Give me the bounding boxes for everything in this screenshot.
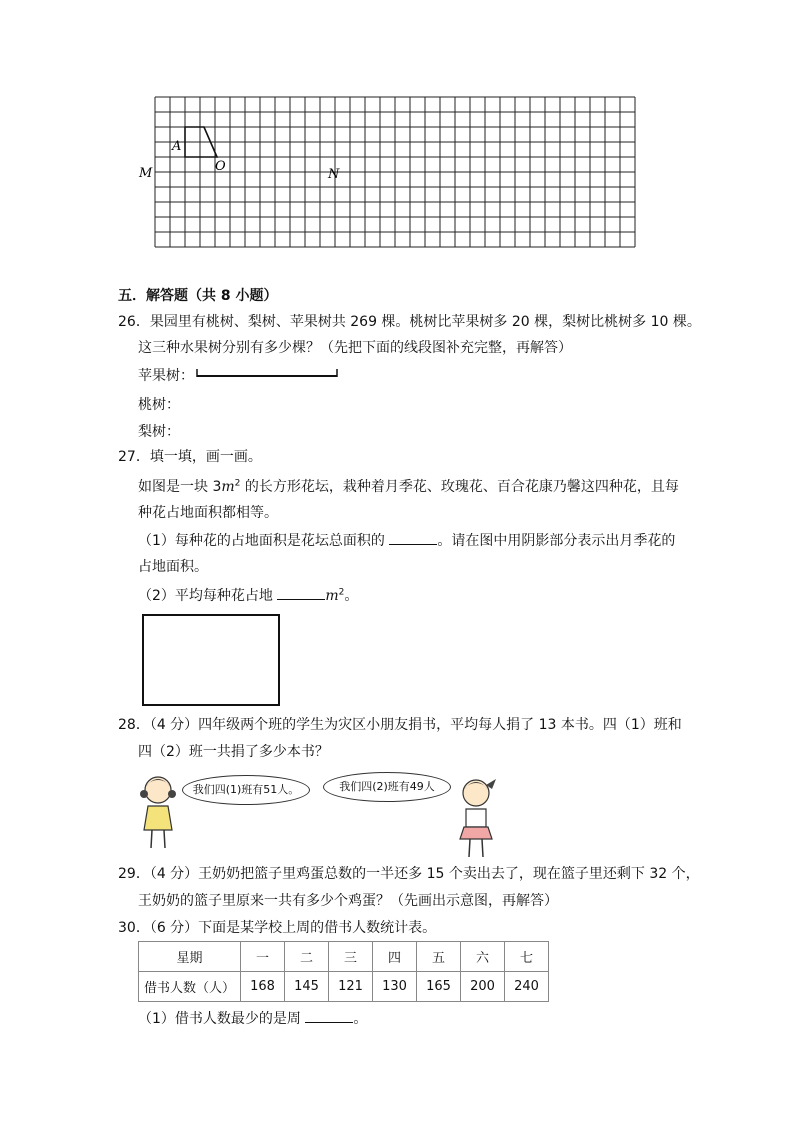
- label-n: N: [328, 167, 340, 182]
- table-cell: 借书人数（人）: [139, 972, 241, 1002]
- q30-line1: 30．（6 分）下面是某学校上周的借书人数统计表。: [118, 920, 437, 936]
- q27-line2: 如图是一块 $3m^2$ 的长方形花坛，栽种着月季花、玫瑰花、百合花康乃馨这四种花，且每: [138, 478, 679, 495]
- girl-left-illustration: [136, 772, 184, 852]
- q29-line2: 王奶奶的篮子里原来一共有多少个鸡蛋？（先画出示意图，再解答）: [138, 893, 558, 909]
- table-header-cell: 一: [241, 942, 285, 972]
- q26-line2: 这三种水果树分别有多少棵？（先把下面的线段图补充完整，再解答）: [138, 340, 572, 356]
- speech-bubble-right: 我们四(2)班有49人: [323, 772, 451, 802]
- apple-segment-line: [195, 367, 341, 379]
- q26-pear-label: 梨树：: [138, 424, 180, 440]
- q28-line2: 四（2）班一共捐了多少本书？: [138, 744, 329, 760]
- q30-sub1-blank[interactable]: [305, 1008, 353, 1023]
- q27-sub2-blank[interactable]: [277, 585, 325, 600]
- table-header-cell: 六: [461, 942, 505, 972]
- coordinate-grid: [0, 0, 794, 260]
- q27-sub1-cont: 占地面积。: [138, 559, 208, 575]
- q26-line1: 26．果园里有桃树、梨树、苹果树共 269 棵。桃树比苹果树多 20 棵，梨树比桃树多 10 棵。: [118, 314, 701, 330]
- table-cell: 168: [241, 972, 285, 1002]
- section-title: 五．解答题（共 8 小题）: [118, 288, 278, 304]
- table-header-cell: 五: [417, 942, 461, 972]
- label-m: M: [139, 166, 153, 181]
- girl-right-illustration: [452, 775, 498, 861]
- table-row-values: [139, 972, 549, 1002]
- q29-line1: 29．（4 分）王奶奶把篮子里鸡蛋总数的一半还多 15 个卖出去了，现在篮子里还剩下 32 个，: [118, 866, 700, 882]
- speech-bubble-left: 我们四(1)班有51人。: [182, 775, 310, 805]
- table-cell: 200: [461, 972, 505, 1002]
- table-cell: 145: [285, 972, 329, 1002]
- table-header-cell: 四: [373, 942, 417, 972]
- table-cell: 121: [329, 972, 373, 1002]
- table-cell: 240: [505, 972, 549, 1002]
- table-cell: 130: [373, 972, 417, 1002]
- table-header-cell: 三: [329, 942, 373, 972]
- label-a: A: [172, 139, 182, 154]
- label-o: O: [215, 159, 226, 174]
- q28-line1: 28．（4 分）四年级两个班的学生为灾区小朋友捐书，平均每人捐了 13 本书。四（1）班和: [118, 717, 682, 733]
- table-header-cell: 星期: [139, 942, 241, 972]
- q26-apple-label: 苹果树：: [138, 368, 194, 384]
- q26-peach-label: 桃树：: [138, 397, 180, 413]
- table-header-cell: 七: [505, 942, 549, 972]
- table-header-cell: 二: [285, 942, 329, 972]
- q27-line3: 种花占地面积都相等。: [138, 505, 278, 521]
- table-cell: 165: [417, 972, 461, 1002]
- q27-sub1-blank[interactable]: [389, 530, 437, 545]
- flowerbed-rectangle[interactable]: [142, 614, 280, 706]
- q27-sub1: （1）每种花的占地面积是花坛总面积的 。请在图中用阴影部分表示出月季花的: [138, 530, 675, 550]
- borrow-stats-table: [138, 941, 549, 1002]
- q27-sub2: （2）平均每种花占地 $m^2$。: [138, 585, 358, 605]
- table-row-header: [139, 942, 549, 972]
- q27-line1: 27．填一填，画一画。: [118, 449, 262, 465]
- q30-sub1: （1）借书人数最少的是周 。: [138, 1008, 367, 1028]
